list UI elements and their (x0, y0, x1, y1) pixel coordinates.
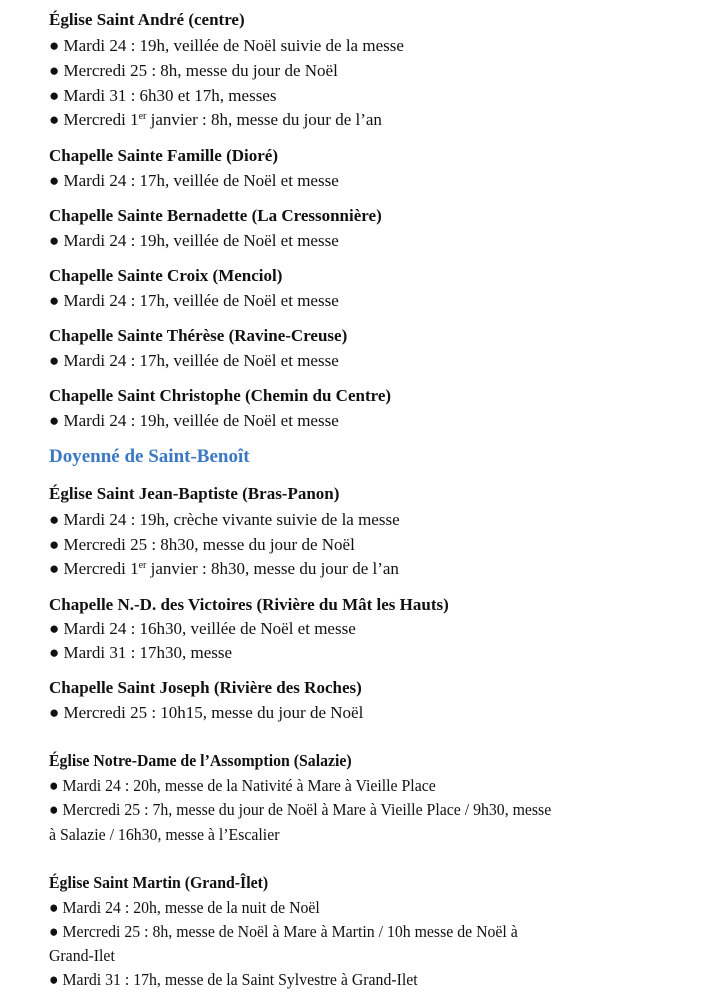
list-item: ● Mardi 24 : 17h, veillée de Noël et messe (49, 291, 339, 310)
section-title: Chapelle Saint Joseph (Rivière des Roches) (49, 678, 362, 697)
list-item: Grand-Ilet (49, 946, 115, 965)
list-item: ● Mercredi 25 : 10h15, messe du jour de Noël (49, 703, 364, 722)
list-item: ● Mardi 24 : 16h30, veillée de Noël et messe (49, 619, 356, 638)
list-item: ● Mercredi 25 : 7h, messe du jour de Noël à Mare à Vieille Place / 9h30, messe (49, 800, 552, 819)
section-title: Église Saint Jean-Baptiste (Bras-Panon) (49, 484, 340, 503)
text: ● Mercredi 1 (49, 110, 139, 129)
list-item: ● Mardi 24 : 19h, veillée de Noël et messe (49, 411, 339, 430)
list-item: ● Mardi 31 : 17h30, messe (49, 643, 233, 662)
list-item: ● Mercredi 25 : 8h30, messe du jour de Noël (49, 535, 355, 554)
section-title: Chapelle Sainte Bernadette (La Cressonnière) (49, 206, 382, 225)
list-item: ● Mardi 31 : 17h, messe de la Saint Sylvestre à Grand-Ilet (49, 970, 418, 989)
section-title: Chapelle Saint Christophe (Chemin du Centre) (49, 386, 392, 405)
list-item: ● Mercredi 25 : 8h, messe du jour de Noël (49, 61, 338, 80)
text: janvier : 8h30, messe du jour de l’an (146, 559, 399, 578)
list-item: ● Mardi 24 : 17h, veillée de Noël et messe (49, 171, 339, 190)
list-item: ● Mardi 24 : 19h, veillée de Noël suivie de la messe (49, 36, 404, 55)
list-item (49, 559, 399, 579)
deanery-heading: Doyenné de Saint-Benoît (49, 446, 250, 467)
section-title: Église Saint André (centre) (49, 10, 245, 29)
superscript: er (138, 111, 147, 122)
section-title: Chapelle Sainte Croix (Menciol) (49, 266, 283, 285)
list-item: ● Mardi 24 : 19h, crèche vivante suivie de la messe (49, 510, 400, 529)
superscript: er (138, 560, 147, 571)
list-item: ● Mardi 31 : 6h30 et 17h, messes (49, 86, 277, 105)
section-title: Chapelle Sainte Thérèse (Ravine-Creuse) (49, 326, 348, 345)
list-item: ● Mardi 24 : 20h, messe de la nuit de Noël (49, 898, 320, 917)
list-item: ● Mercredi 25 : 8h, messe de Noël à Mare à Martin / 10h messe de Noël à (49, 922, 518, 941)
list-item: ● Mardi 24 : 20h, messe de la Nativité à Mare à Vieille Place (49, 776, 436, 795)
section-title: Église Notre-Dame de l’Assomption (Salazie) (49, 751, 352, 770)
list-item: à Salazie / 16h30, messe à l’Escalier (49, 825, 280, 844)
text: ● Mercredi 1 (49, 559, 139, 578)
section-title: Église Saint Martin (Grand-Îlet) (49, 873, 269, 892)
section-title: Chapelle N.-D. des Victoires (Rivière du Mât les Hauts) (49, 595, 449, 614)
text: janvier : 8h, messe du jour de l’an (146, 110, 382, 129)
list-item (49, 110, 382, 130)
list-item: ● Mardi 24 : 17h, veillée de Noël et messe (49, 351, 339, 370)
section-title: Chapelle Sainte Famille (Dioré) (49, 146, 278, 165)
list-item: ● Mardi 24 : 19h, veillée de Noël et messe (49, 231, 339, 250)
